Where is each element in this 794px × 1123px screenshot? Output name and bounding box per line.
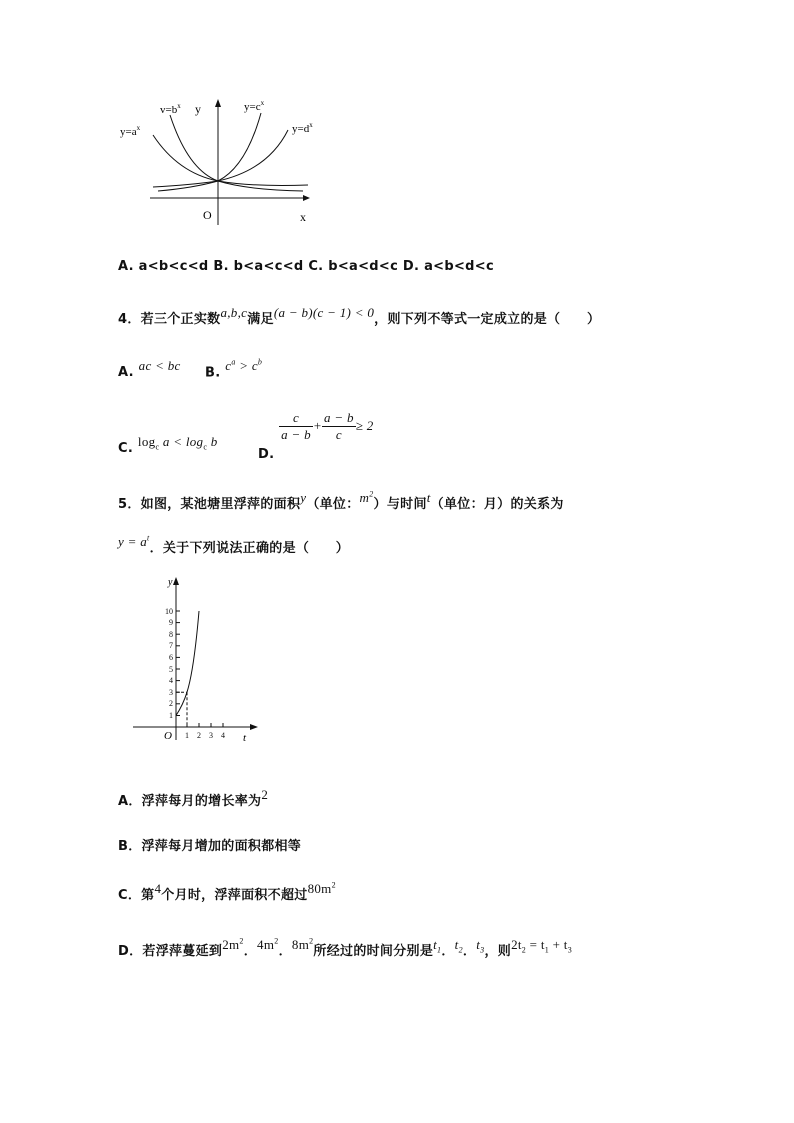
q4-b-math: $c^a > c^b$: [225, 358, 263, 374]
y-tick-10: 10: [165, 607, 173, 616]
t-tick-2: 2: [197, 731, 201, 740]
curve-b: [170, 115, 303, 191]
y-tick-4: 4: [169, 676, 173, 685]
q4-a-math: ac < bc: [138, 358, 181, 373]
label-y-axis: y: [195, 102, 201, 116]
q4-condition: (a − b)(c − 1) < 0: [273, 305, 375, 320]
x-axis-arrow: [303, 195, 310, 201]
q4-d-label: D.: [258, 447, 275, 462]
q3-options: A. a<b<c<d B. b<a<c<d C. b<a<d<c D. a<b<d<c: [118, 259, 494, 274]
y-tick-5: 5: [169, 665, 173, 674]
y-axis-arrow: [215, 99, 221, 107]
t-tick-3: 3: [209, 731, 213, 740]
q5-stem-line2: $y = a^t$．关于下列说法正确的是（ ）: [118, 533, 350, 556]
y-tick-8: 8: [169, 630, 173, 639]
q4-option-c: [118, 434, 218, 458]
q4-option-b: [205, 358, 263, 381]
q4-suffix: ，则下列不等式一定成立的是（ ）: [374, 312, 601, 327]
q4-vars: a,b,c: [220, 305, 248, 320]
y-tick-2: 2: [169, 699, 173, 708]
q4-d-plus: +: [312, 418, 323, 433]
q4-d-frac2: $\frac{a - b}{c}$: [324, 410, 354, 442]
y-tick-3: 3: [169, 688, 173, 697]
q5-stem-line1: 5．如图，某池塘里浮萍的面积y（单位：$m^2$）与时间t（单位：月）的关系为: [118, 489, 564, 512]
q4-c-label: C.: [118, 441, 134, 456]
t-axis-label: t: [243, 732, 247, 744]
q5-option-a: A．浮萍每月的增长率为2: [118, 787, 269, 809]
t-axis-arrow: [250, 724, 258, 730]
origin-label: O: [164, 730, 172, 742]
y-axis-label: y: [168, 577, 173, 588]
q4-stem: [118, 305, 601, 327]
label-y-a: $y=a^x$: [120, 124, 141, 138]
q4-b-label: B.: [205, 365, 221, 381]
y-axis-q5-arrow: [173, 577, 179, 585]
q5-option-d: D．若浮萍蔓延到$2m^2$．$4m^2$．$8m^2$所经过的时间分别是$t_1$．$t_2$．$t_3$，则$2t_2 = t_1 + t_3$: [118, 936, 573, 959]
q4-d-frac1: $\frac{c}{a - b}$: [281, 410, 311, 442]
q5-option-c: C．第4个月时，浮萍面积不超过$80m^2$: [118, 880, 336, 903]
label-origin: O: [203, 208, 212, 222]
y-tick-7: 7: [169, 641, 173, 650]
t-tick-marks: [187, 723, 223, 727]
q4-c-math: $\log_c a < \log_c b$: [137, 434, 218, 452]
label-y-b: $v=b^x$: [160, 102, 181, 116]
y-tick-marks: [176, 611, 180, 716]
y-tick-9: 9: [169, 618, 173, 627]
label-y-c: $y=c^x$: [244, 99, 265, 113]
q4-prefix: 4．若三个正实数: [118, 312, 221, 327]
q5-option-b: B．浮萍每月增加的面积都相等: [118, 839, 302, 854]
q4-mid: 满足: [247, 312, 274, 327]
exponential-curves-figure: [118, 95, 318, 230]
y-tick-6: 6: [169, 653, 173, 662]
q4-a-label: A.: [118, 365, 134, 380]
label-y-d: $y=d^x$: [292, 121, 313, 135]
t-tick-1: 1: [185, 731, 189, 740]
duckweed-growth-graph: [128, 575, 263, 745]
t-tick-4: 4: [221, 731, 225, 740]
q4-option-d: [258, 410, 374, 462]
q4-d-ge: ≥ 2: [355, 418, 374, 433]
y-tick-1: 1: [169, 711, 173, 720]
q4-option-a: [118, 358, 181, 380]
label-x-axis: x: [300, 210, 306, 224]
